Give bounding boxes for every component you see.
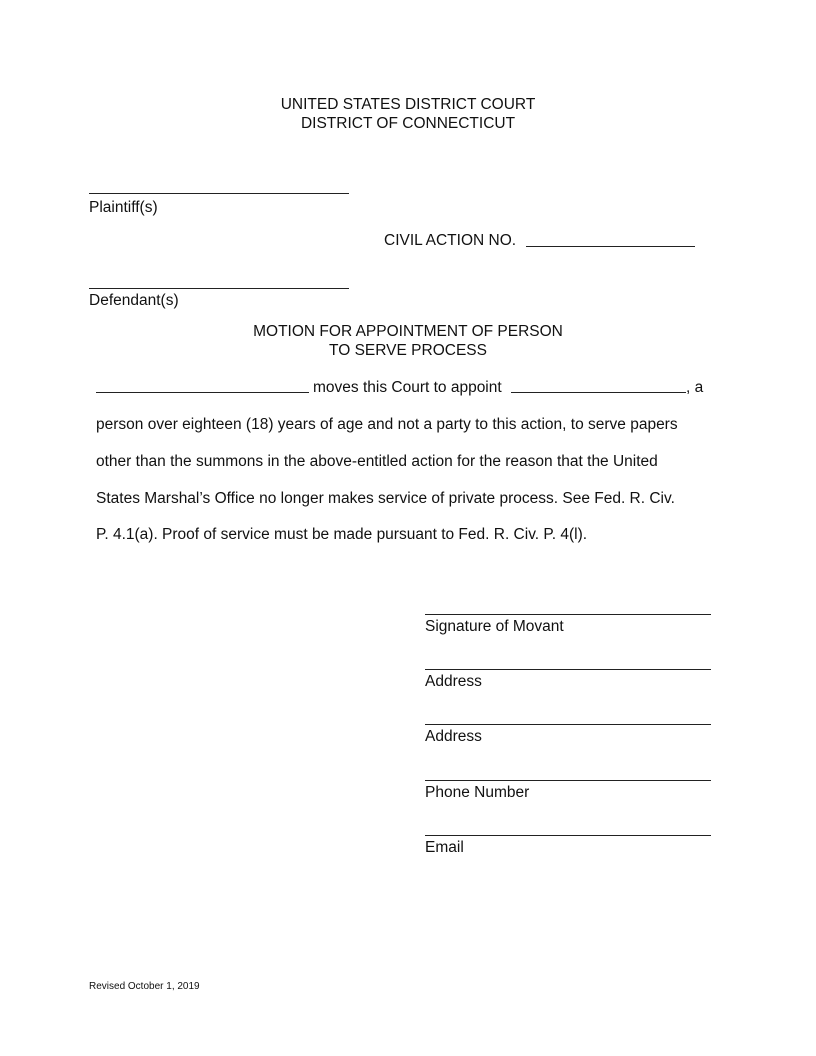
- motion-title-line2: TO SERVE PROCESS: [329, 342, 487, 359]
- defendant-label: Defendant(s): [89, 292, 179, 309]
- address-label-1: Address: [425, 673, 482, 690]
- body-line1-mid: moves this Court to appoint: [313, 379, 502, 396]
- address-label-2: Address: [425, 728, 482, 745]
- email-blank: [425, 835, 711, 836]
- body-line1-end: , a: [686, 379, 704, 396]
- phone-label: Phone Number: [425, 784, 530, 801]
- phone-blank: [425, 780, 711, 781]
- motion-title-line1: MOTION FOR APPOINTMENT OF PERSON: [253, 323, 563, 340]
- appointee-name-blank: [511, 392, 686, 393]
- email-label: Email: [425, 839, 464, 856]
- body-line5: P. 4.1(a). Proof of service must be made pursuant to Fed. R. Civ. P. 4(l).: [96, 526, 588, 543]
- defendant-blank: [89, 288, 349, 289]
- plaintiff-label: Plaintiff(s): [89, 199, 158, 216]
- court-name: UNITED STATES DISTRICT COURT: [280, 96, 536, 113]
- revision-date: Revised October 1, 2019: [89, 981, 200, 992]
- district-name: DISTRICT OF CONNECTICUT: [300, 115, 516, 132]
- signature-blank: [425, 614, 711, 615]
- civil-action-label: CIVIL ACTION NO.: [384, 232, 517, 249]
- civil-action-number-blank: [526, 246, 695, 247]
- body-line2: person over eighteen (18) years of age and not a party to this action, to serve papers: [96, 416, 678, 433]
- body-line3: other than the summons in the above-entitled action for the reason that the United: [96, 453, 658, 470]
- address-blank-1: [425, 669, 711, 670]
- plaintiff-blank: [89, 193, 349, 194]
- body-line4: States Marshal’s Office no longer makes service of private process. See Fed. R. Civ.: [96, 490, 675, 507]
- movant-name-blank: [96, 392, 309, 393]
- signature-label: Signature of Movant: [425, 618, 564, 635]
- address-blank-2: [425, 724, 711, 725]
